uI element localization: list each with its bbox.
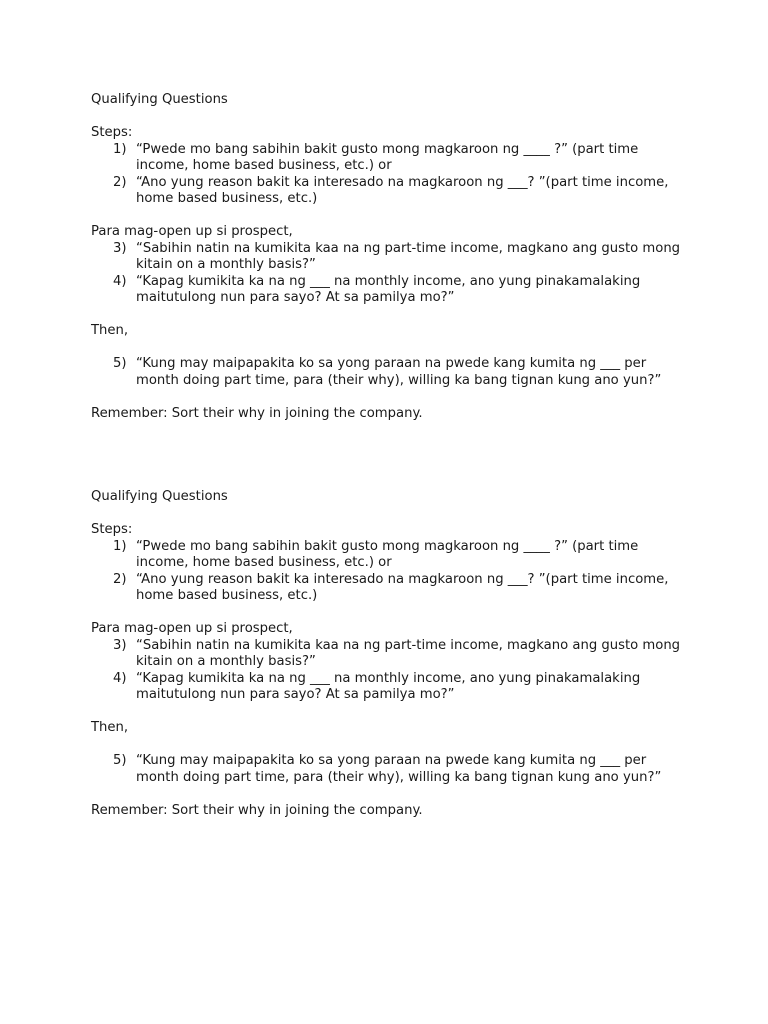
remember-note: Remember: Sort their why in joining the company. [91, 405, 423, 421]
remember-note: Remember: Sort their why in joining the company. [91, 802, 423, 818]
list-item [113, 142, 691, 175]
list-item [113, 539, 691, 572]
item-number: 4) [113, 670, 127, 686]
then-label: Then, [91, 720, 129, 735]
item-number: 2) [113, 571, 127, 587]
qualifying-questions-section [91, 489, 691, 819]
section-title: Qualifying Questions [91, 489, 228, 504]
item-text: “Sabihin natin na kumikita kaa na ng part-time income, magkano ang gusto mong kitain on a monthly basis?” [136, 240, 681, 272]
then-label: Then, [91, 323, 129, 338]
item-text: “Kung may maipapakita ko sa yong paraan na pwede kang kumita ng ___ per month doing part time, para (their why), willing ka bang tignan kung ano yun?” [136, 753, 662, 785]
item-number: 1) [113, 141, 127, 157]
list-item [113, 175, 691, 208]
steps-label: Steps: [91, 522, 133, 537]
list-item [113, 671, 691, 704]
item-text: “Pwede mo bang sabihin bakit gusto mong magkaroon ng ____ ?” (part time income, home based business, etc.) or [136, 538, 639, 570]
list-item [113, 274, 691, 307]
item-text: “Pwede mo bang sabihin bakit gusto mong magkaroon ng ____ ?” (part time income, home based business, etc.) or [136, 141, 639, 173]
list-item [113, 356, 691, 389]
item-number: 3) [113, 240, 127, 256]
prospect-label: Para mag-open up si prospect, [91, 224, 293, 239]
item-text: “Ano yung reason bakit ka interesado na magkaroon ng ___? ”(part time income, home based business, etc.) [136, 571, 669, 603]
steps-label: Steps: [91, 125, 133, 140]
item-number: 1) [113, 538, 127, 554]
item-text: “Ano yung reason bakit ka interesado na magkaroon ng ___? ”(part time income, home based business, etc.) [136, 174, 669, 206]
item-number: 5) [113, 356, 127, 371]
list-item [113, 638, 691, 671]
item-number: 4) [113, 273, 127, 289]
qualifying-questions-section [91, 92, 691, 422]
item-text: “Kapag kumikita ka na ng ___ na monthly income, ano yung pinakamalaking maitutulong nun para sayo? At sa pamilya mo?” [136, 273, 641, 305]
list-item [113, 572, 691, 605]
list-item [113, 753, 691, 786]
item-number: 2) [113, 174, 127, 190]
item-number: 3) [113, 637, 127, 653]
item-number: 5) [113, 753, 127, 768]
prospect-label: Para mag-open up si prospect, [91, 621, 293, 636]
item-text: “Sabihin natin na kumikita kaa na ng part-time income, magkano ang gusto mong kitain on a monthly basis?” [136, 637, 681, 669]
item-text: “Kapag kumikita ka na ng ___ na monthly income, ano yung pinakamalaking maitutulong nun para sayo? At sa pamilya mo?” [136, 670, 641, 702]
item-text: “Kung may maipapakita ko sa yong paraan na pwede kang kumita ng ___ per month doing part time, para (their why), willing ka bang tignan kung ano yun?” [136, 356, 662, 388]
section-title: Qualifying Questions [91, 92, 228, 107]
list-item [113, 241, 691, 274]
